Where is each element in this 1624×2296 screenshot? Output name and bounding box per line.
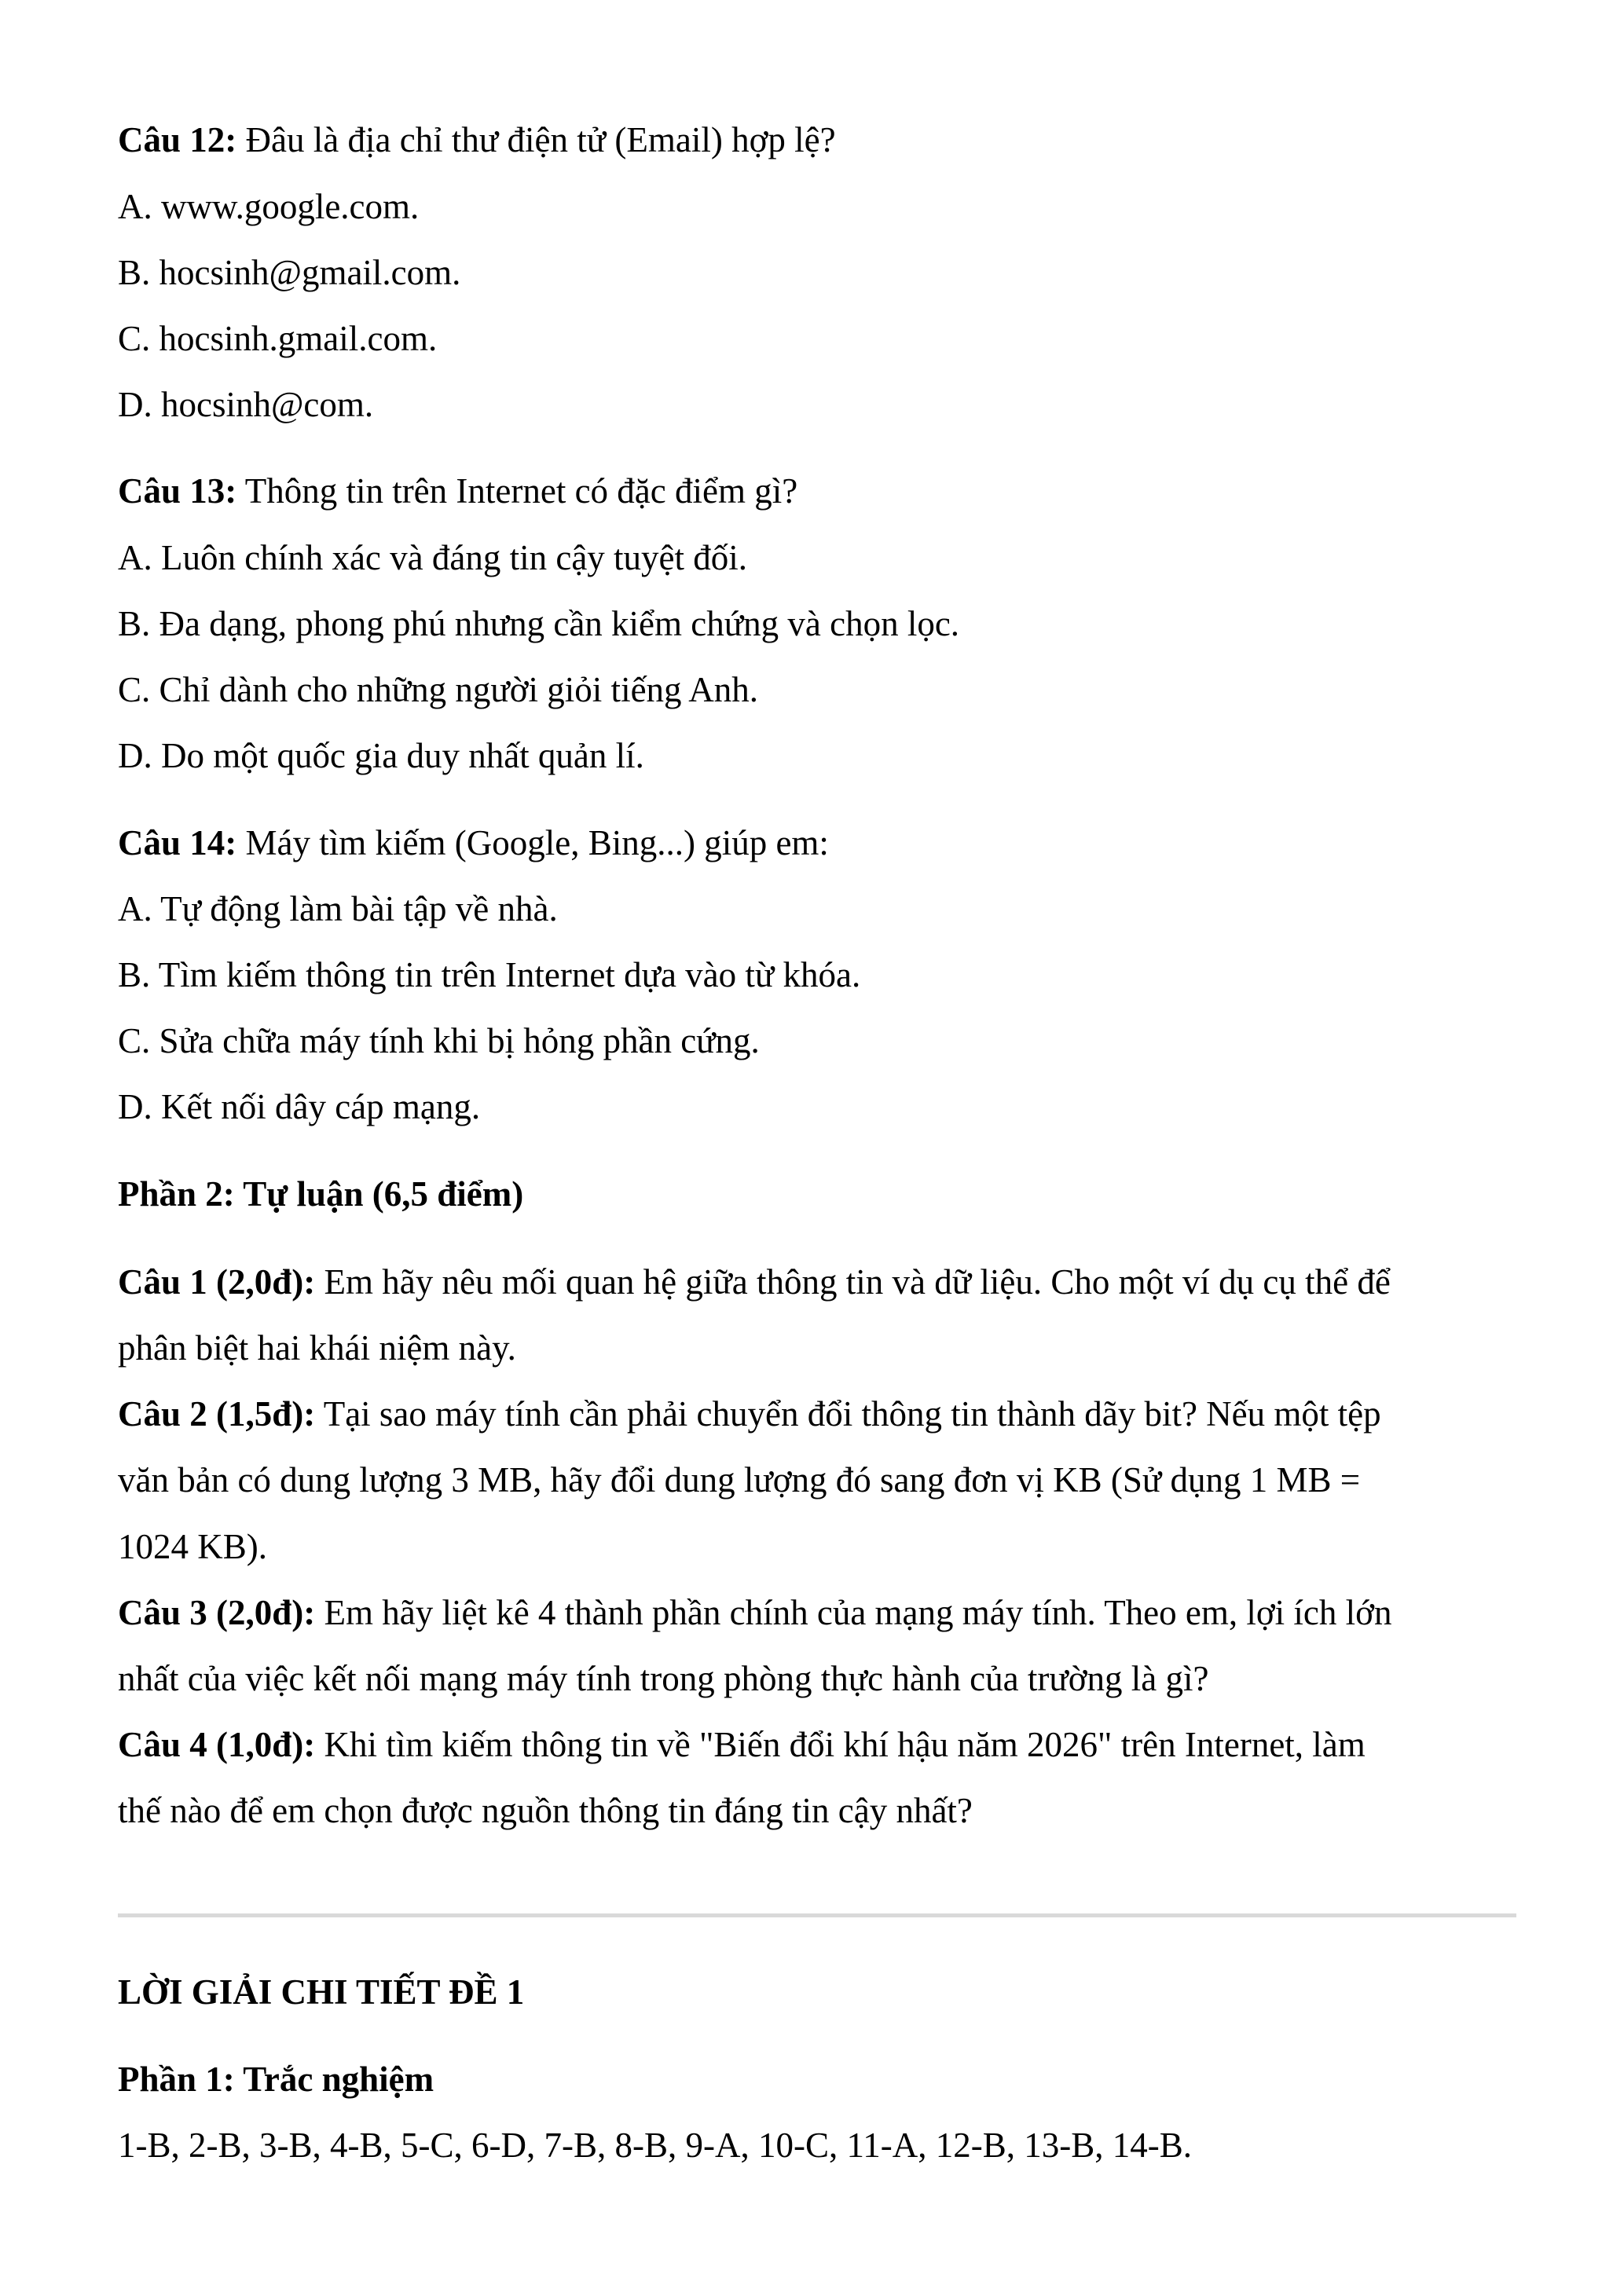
question-13-option-d: D. Do một quốc gia duy nhất quản lí. bbox=[118, 736, 644, 775]
question-text: Em hãy nêu mối quan hệ giữa thông tin và dữ liệu. Cho một ví dụ cụ thể để bbox=[315, 1262, 1391, 1302]
essay-question-3-line-2: nhất của việc kết nối mạng máy tính trong phòng thực hành của trường là gì? bbox=[118, 1659, 1209, 1698]
question-13-stem bbox=[118, 469, 797, 513]
question-12-option-b: B. hocsinh@gmail.com. bbox=[118, 253, 461, 292]
question-14-stem bbox=[118, 821, 829, 865]
question-14-option-b: B. Tìm kiếm thông tin trên Internet dựa vào từ khóa. bbox=[118, 955, 861, 994]
section-divider bbox=[118, 1913, 1516, 1917]
question-label: Câu 3 (2,0đ): bbox=[118, 1593, 316, 1632]
question-text: Khi tìm kiếm thông tin về "Biến đổi khí hậu năm 2026" trên Internet, làm bbox=[315, 1725, 1366, 1764]
essay-question-2-line-3: 1024 KB). bbox=[118, 1527, 267, 1566]
essay-question-4-line-2: thế nào để em chọn được nguồn thông tin đáng tin cậy nhất? bbox=[118, 1791, 973, 1830]
question-label: Câu 14: bbox=[118, 823, 237, 862]
question-text: Đâu là địa chỉ thư điện tử (Email) hợp lệ? bbox=[236, 120, 836, 159]
question-14-option-c: C. Sửa chữa máy tính khi bị hỏng phần cứng. bbox=[118, 1021, 760, 1060]
question-text: Tại sao máy tính cần phải chuyển đổi thông tin thành dãy bit? Nếu một tệp bbox=[315, 1394, 1381, 1434]
essay-question-3-line-1 bbox=[118, 1591, 1391, 1635]
essay-question-1-line-2: phân biệt hai khái niệm này. bbox=[118, 1328, 516, 1368]
question-text: Máy tìm kiếm (Google, Bing...) giúp em: bbox=[236, 823, 829, 862]
question-13-option-c: C. Chỉ dành cho những người giỏi tiếng Anh. bbox=[118, 670, 759, 709]
question-14-option-a: A. Tự động làm bài tập về nhà. bbox=[118, 889, 558, 928]
question-text: Em hãy liệt kê 4 thành phần chính của mạng máy tính. Theo em, lợi ích lớn bbox=[315, 1593, 1392, 1632]
question-14-option-d: D. Kết nối dây cáp mạng. bbox=[118, 1087, 481, 1126]
question-12-option-c: C. hocsinh.gmail.com. bbox=[118, 319, 438, 358]
question-label: Câu 12: bbox=[118, 120, 237, 159]
question-label: Câu 2 (1,5đ): bbox=[118, 1394, 316, 1434]
essay-question-1-line-1 bbox=[118, 1260, 1391, 1304]
solution-part-1-heading: Phần 1: Trắc nghiệm bbox=[118, 2060, 434, 2099]
solution-title: LỜI GIẢI CHI TIẾT ĐỀ 1 bbox=[118, 1972, 525, 2012]
question-12-option-d: D. hocsinh@com. bbox=[118, 385, 374, 424]
question-label: Câu 13: bbox=[118, 471, 237, 511]
answer-key: 1-B, 2-B, 3-B, 4-B, 5-C, 6-D, 7-B, 8-B, 9-A, 10-C, 11-A, 12-B, 13-B, 14-B. bbox=[118, 2126, 1193, 2165]
question-12-option-a: A. www.google.com. bbox=[118, 187, 420, 226]
part-2-heading: Phần 2: Tự luận (6,5 điểm) bbox=[118, 1174, 524, 1214]
question-12-stem bbox=[118, 118, 836, 162]
question-13-option-b: B. Đa dạng, phong phú nhưng cần kiểm chứng và chọn lọc. bbox=[118, 604, 960, 643]
question-text: Thông tin trên Internet có đặc điểm gì? bbox=[236, 471, 798, 511]
question-label: Câu 4 (1,0đ): bbox=[118, 1725, 316, 1764]
question-13-option-a: A. Luôn chính xác và đáng tin cậy tuyệt đối. bbox=[118, 538, 748, 577]
essay-question-4-line-1 bbox=[118, 1723, 1366, 1767]
essay-question-2-line-1 bbox=[118, 1392, 1381, 1436]
essay-question-2-line-2: văn bản có dung lượng 3 MB, hãy đổi dung lượng đó sang đơn vị KB (Sử dụng 1 MB = bbox=[118, 1460, 1361, 1500]
question-label: Câu 1 (2,0đ): bbox=[118, 1262, 316, 1302]
